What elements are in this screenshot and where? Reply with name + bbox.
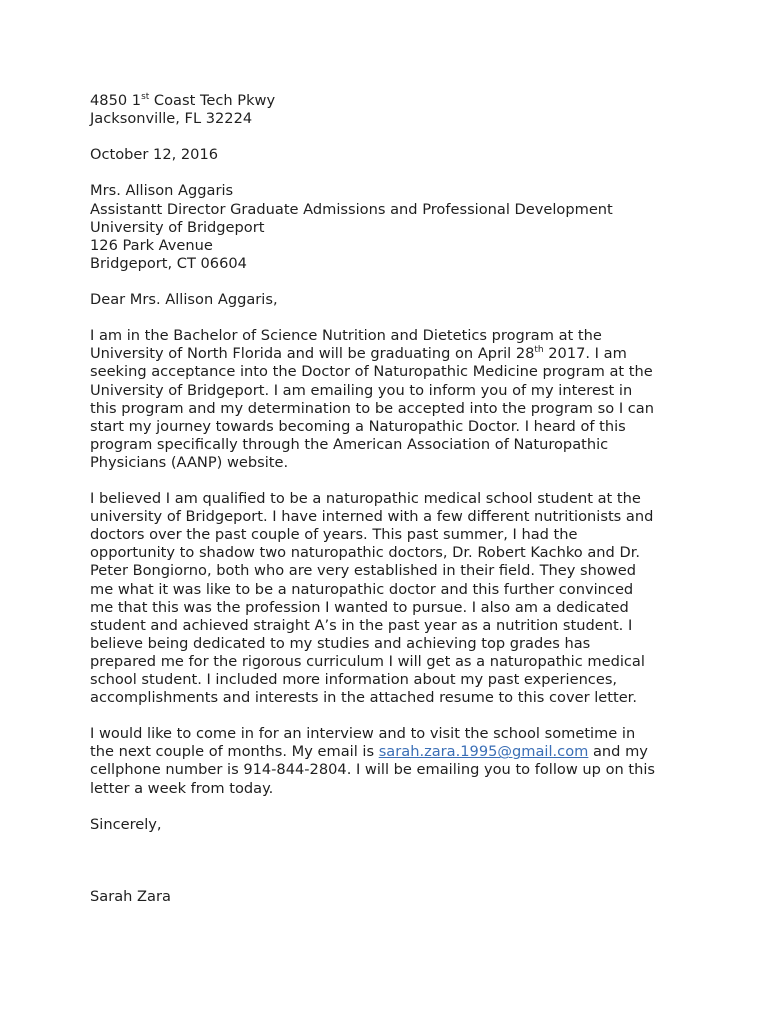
- recipient-street: 126 Park Avenue: [90, 236, 213, 254]
- paragraph-line: [90, 345, 682, 363]
- cover-letter: [90, 92, 682, 906]
- recipient-address: [90, 182, 682, 272]
- paragraph-line: university of Bridgeport. I have interned with a few different nutritionists and: [90, 508, 654, 526]
- salutation: Dear Mrs. Allison Aggaris,: [90, 291, 278, 309]
- recipient-city-line: Bridgeport, CT 06604: [90, 254, 247, 272]
- paragraph-line: Peter Bongiorno, both who are very established in their field. They showed: [90, 562, 637, 580]
- paragraph-line: Physicians (AANP) website.: [90, 453, 289, 471]
- paragraph-line: prepared me for the rigorous curriculum I will get as a naturopathic medical: [90, 652, 645, 670]
- paragraph-line: school student. I included more information about my past experiences,: [90, 671, 618, 688]
- sender-street-name: Coast Tech Pkwy: [149, 92, 276, 109]
- recipient-title: Assistantt Director Graduate Admissions and Professional Development: [90, 200, 613, 218]
- closing: Sincerely,: [90, 815, 162, 833]
- sender-address: [90, 92, 682, 128]
- paragraph-line: letter a week from today.: [90, 779, 274, 797]
- paragraph-line: this program and my determination to be accepted into the program so I can: [90, 399, 654, 417]
- paragraph-line: I am in the Bachelor of Science Nutrition and Dietetics program at the: [90, 327, 602, 345]
- paragraph-line: start my journey towards becoming a Naturopathic Doctor. I heard of this: [90, 417, 626, 435]
- paragraph-line: I believed I am qualified to be a naturopathic medical school student at the: [90, 490, 641, 508]
- paragraph-line: [90, 743, 682, 761]
- email-link[interactable]: sarah.zara.1995@gmail.com: [378, 743, 589, 761]
- sender-street-line: [90, 92, 682, 110]
- body-paragraph-2: [90, 490, 682, 707]
- letter-date: October 12, 2016: [90, 146, 219, 164]
- ordinal-suffix: th: [534, 345, 544, 356]
- sender-street-number: 4850 1: [90, 92, 142, 109]
- sender-city-line: Jacksonville, FL 32224: [90, 110, 253, 128]
- paragraph-text: University of North Florida and will be graduating on April 28: [90, 345, 535, 363]
- body-paragraph-3: [90, 725, 682, 797]
- paragraph-line: believe being dedicated to my studies and achieving top grades has: [90, 634, 591, 652]
- paragraph-line: cellphone number is 914-844-2804. I will be emailing you to follow up on this: [90, 761, 656, 779]
- body-paragraph-1: [90, 327, 682, 472]
- paragraph-line: student and achieved straight A’s in the past year as a nutrition student. I: [90, 616, 633, 634]
- paragraph-line: seeking acceptance into the Doctor of Naturopathic Medicine program at the: [90, 363, 653, 381]
- signature-name: Sarah Zara: [90, 888, 171, 906]
- paragraph-text: the next couple of months. My email is: [90, 743, 379, 761]
- paragraph-line: opportunity to shadow two naturopathic doctors, Dr. Robert Kachko and Dr.: [90, 544, 641, 562]
- paragraph-line: me that this was the profession I wanted to pursue. I also am a dedicated: [90, 598, 629, 616]
- paragraph-line: program specifically through the American Association of Naturopathic: [90, 435, 609, 453]
- paragraph-line: doctors over the past couple of years. This past summer, I had the: [90, 526, 578, 544]
- sender-street-suffix: st: [141, 92, 150, 103]
- paragraph-line: I would like to come in for an interview and to visit the school sometime in: [90, 725, 636, 743]
- paragraph-line: me what it was like to be a naturopathic doctor and this further convinced: [90, 580, 634, 598]
- paragraph-text: 2017. I am: [543, 345, 627, 363]
- recipient-name: Mrs. Allison Aggaris: [90, 182, 234, 200]
- paragraph-line: University of Bridgeport. I am emailing you to inform you of my interest in: [90, 381, 633, 399]
- paragraph-text: and my: [588, 743, 648, 761]
- paragraph-line: accomplishments and interests in the attached resume to this cover letter.: [90, 689, 637, 707]
- recipient-organization: University of Bridgeport: [90, 218, 265, 236]
